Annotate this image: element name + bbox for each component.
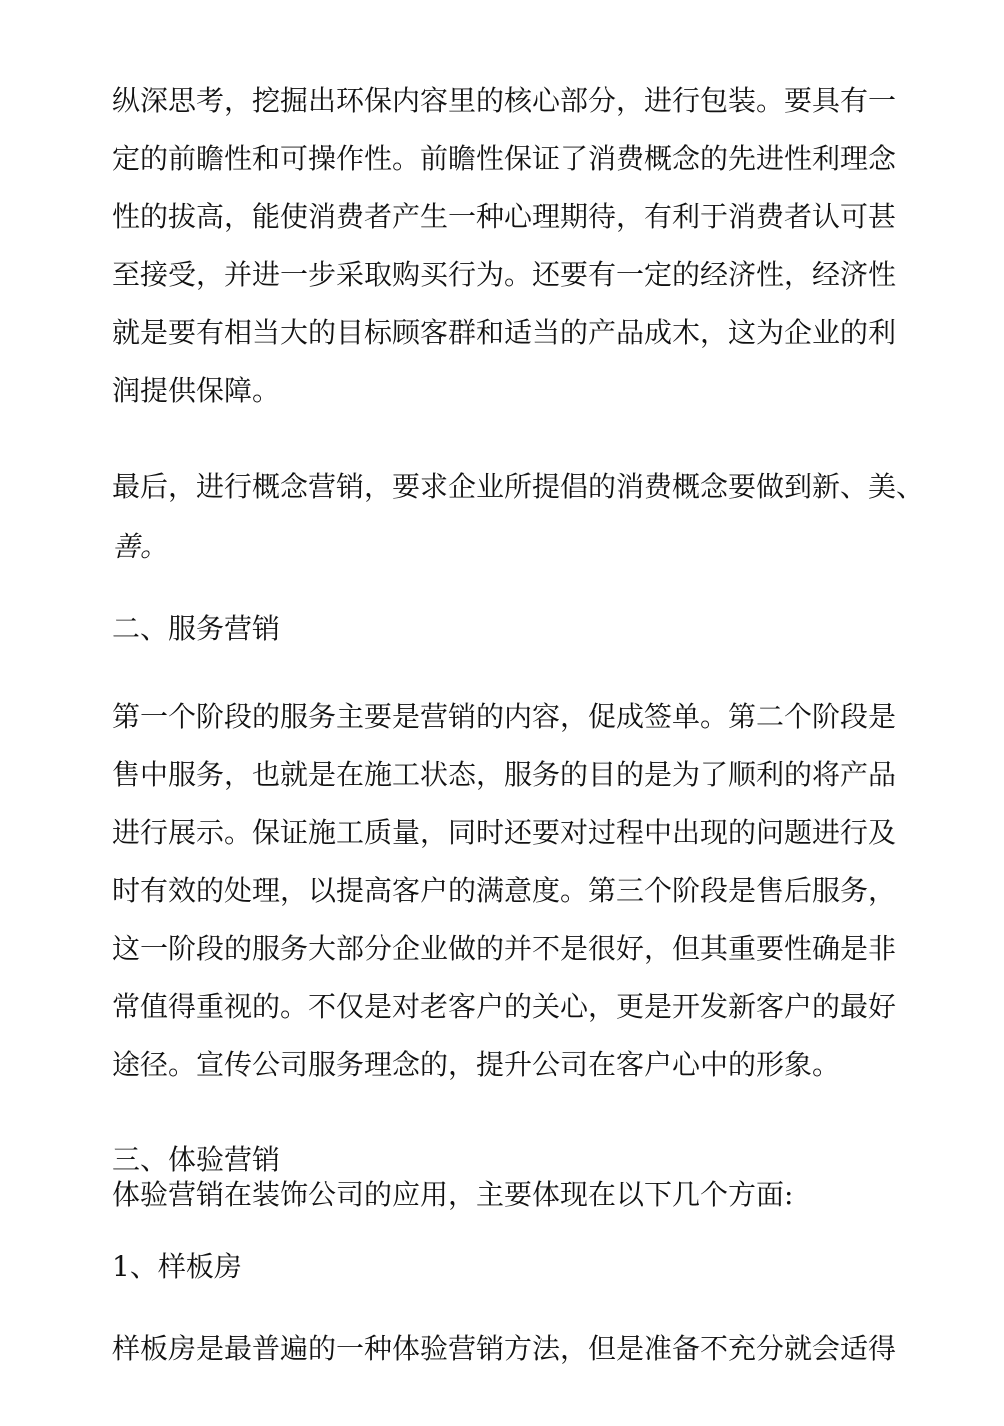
paragraph-2-line-1: 最后，进行概念营销，要求企业所提倡的消费概念要做到新、美、 bbox=[112, 470, 925, 503]
paragraph-3-line-5: 这一阶段的服务大部分企业做的并不是很好，但其重要性确是非 bbox=[112, 932, 897, 965]
paragraph-3-line-1: 第一个阶段的服务主要是营销的内容，促成签单。第二个阶段是 bbox=[112, 700, 897, 733]
paragraph-3-line-3: 进行展示。保证施工质量，同时还要对过程中出现的问题进行及 bbox=[112, 816, 897, 849]
heading-experience-marketing: 三、体验营销 bbox=[112, 1143, 281, 1176]
paragraph-2-line-2: 善。 bbox=[112, 530, 169, 563]
paragraph-1-line-1: 纵深思考，挖掘出环保内容里的核心部分，进行包装。要具有一 bbox=[112, 84, 897, 117]
paragraph-3-line-2: 售中服务，也就是在施工状态，服务的目的是为了顺利的将产品 bbox=[112, 758, 897, 791]
paragraph-3-line-7: 途径。宣传公司服务理念的，提升公司在客户心中的形象。 bbox=[112, 1048, 841, 1081]
paragraph-3-line-6: 常值得重视的。不仅是对老客户的关心，更是开发新客户的最好 bbox=[112, 990, 897, 1023]
paragraph-5-line-1: 样板房是最普遍的一种体验营销方法，但是准备不充分就会适得 bbox=[112, 1332, 897, 1365]
subheading-model-house: 1、样板房 bbox=[112, 1250, 242, 1283]
paragraph-1-line-4: 至接受，并进一步采取购买行为。还要有一定的经济性，经济性 bbox=[112, 258, 897, 291]
paragraph-1-line-2: 定的前瞻性和可操作性。前瞻性保证了消费概念的先进性利理念 bbox=[112, 142, 897, 175]
paragraph-1-line-3: 性的拔高，能使消费者产生一种心理期待，有利于消费者认可甚 bbox=[112, 200, 897, 233]
heading-service-marketing: 二、服务营销 bbox=[112, 612, 281, 645]
paragraph-1-line-5: 就是要有相当大的目标顾客群和适当的产品成木，这为企业的利 bbox=[112, 316, 897, 349]
paragraph-4: 体验营销在装饰公司的应用，主要体现在以下几个方面: bbox=[112, 1178, 794, 1211]
paragraph-3-line-4: 时有效的处理，以提高客户的满意度。第三个阶段是售后服务， bbox=[112, 874, 897, 907]
paragraph-1-line-6: 润提供保障。 bbox=[112, 374, 281, 407]
